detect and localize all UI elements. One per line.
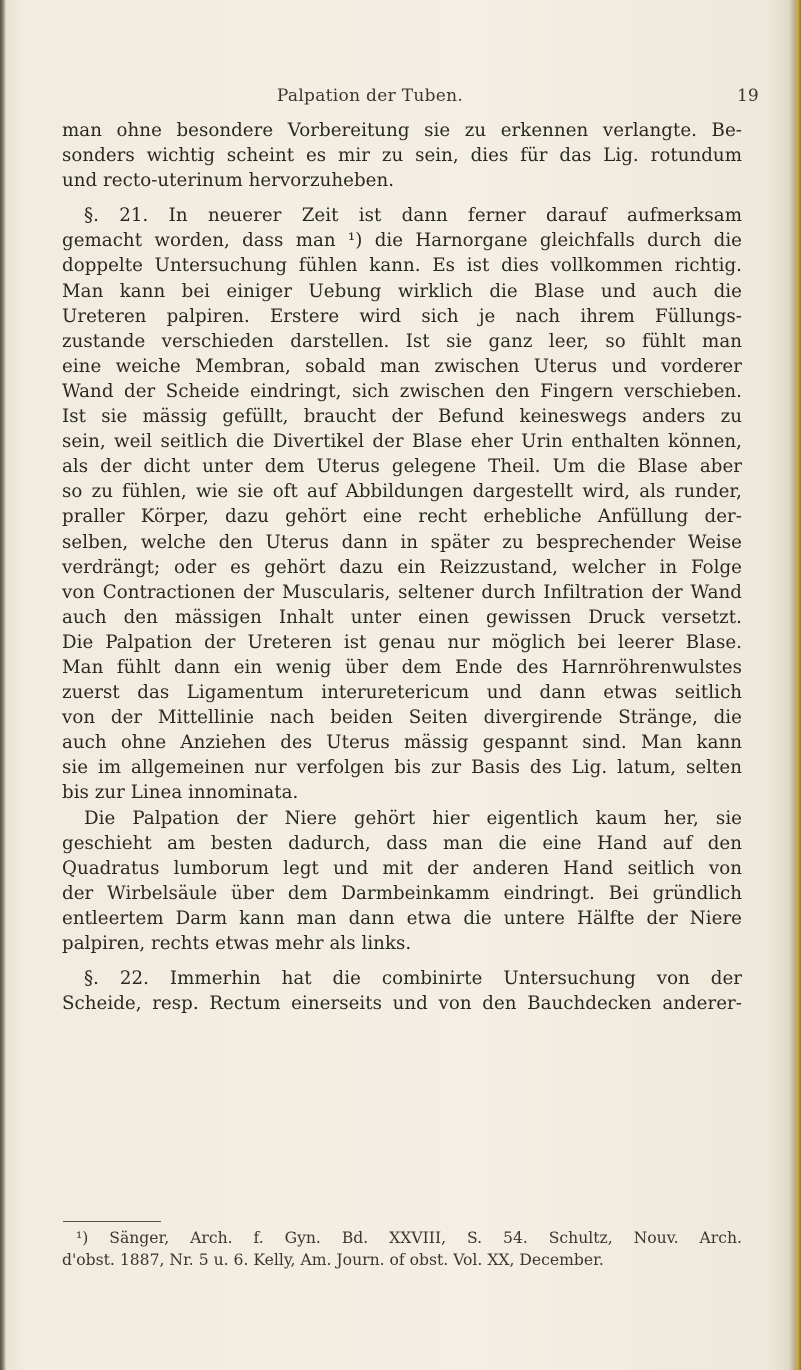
footnote-line: d'obst. 1887, Nr. 5 u. 6. Kelly, Am. Journ. of obst. Vol. XX, December. — [62, 1251, 604, 1269]
footnote-rule — [63, 1221, 161, 1222]
text-line: verdrängt; oder es gehört dazu ein Reizzustand, welcher in Folge — [62, 556, 742, 578]
text-line: Quadratus lumborum legt und mit der anderen Hand seitlich von — [62, 857, 742, 879]
text-line: Man kann bei einiger Uebung wirklich die Blase und auch die — [62, 280, 742, 302]
text-line: sonders wichtig scheint es mir zu sein, dies für das Lig. rotundum — [62, 145, 742, 167]
text-line: palpiren, rechts etwas mehr als links. — [62, 933, 412, 954]
text-line: Wand der Scheide eindringt, sich zwischen den Fingern verschieben. — [62, 380, 742, 402]
page-number: 19 — [737, 86, 759, 106]
text-line: praller Körper, dazu gehört eine recht erhebliche Anfüllung der- — [62, 506, 742, 528]
footnotes — [62, 1227, 742, 1271]
text-line: sie im allgemeinen nur verfolgen bis zur Basis des Lig. latum, selten — [62, 757, 742, 779]
body-text — [62, 118, 742, 1016]
text-line: sein, weil seitlich die Divertikel der Blase eher Urin enthalten können, — [62, 431, 742, 453]
text-line: gemacht worden, dass man ¹) die Harnorgane gleichfalls durch die — [62, 230, 742, 252]
text-line: als der dicht unter dem Uterus gelegene Theil. Um die Blase aber — [62, 456, 742, 478]
text-line: Die Palpation der Ureteren ist genau nur möglich bei leerer Blase. — [62, 631, 742, 653]
text-line: Scheide, resp. Rectum einerseits und von den Bauchdecken anderer- — [62, 993, 742, 1015]
text-line: und recto-uterinum hervorzuheben. — [62, 170, 395, 192]
text-line: Ist sie mässig gefüllt, braucht der Befund keineswegs anders zu — [62, 406, 742, 428]
page-left-edge — [0, 0, 6, 1370]
text-line: bis zur Linea innominata. — [62, 782, 299, 804]
text-line: auch den mässigen Inhalt unter einen gewissen Druck versetzt. — [62, 606, 742, 628]
footnote-line: ¹) Sänger, Arch. f. Gyn. Bd. XXVIII, S. 54. Schultz, Nouv. Arch. — [76, 1229, 742, 1247]
section-heading-line: §. 21. In neuerer Zeit ist dann ferner darauf aufmerksam — [84, 205, 742, 227]
text-line: von Contractionen der Muscularis, seltener durch Infiltration der Wand — [62, 581, 742, 603]
text-line: von der Mittellinie nach beiden Seiten divergirende Stränge, die — [62, 707, 742, 729]
page-right-edge — [789, 0, 801, 1370]
text-line: zustande verschieden darstellen. Ist sie ganz leer, so fühlt man — [62, 330, 742, 352]
text-line: eine weiche Membran, sobald man zwischen Uterus und vorderer — [62, 355, 742, 377]
text-line: Ureteren palpiren. Erstere wird sich je nach ihrem Füllungs- — [62, 305, 742, 327]
section-heading-line: §. 22. Immerhin hat die combinirte Untersuchung von der — [84, 968, 742, 990]
text-line: man ohne besondere Vorbereitung sie zu erkennen verlangte. Be- — [62, 120, 742, 141]
text-line: so zu fühlen, wie sie oft auf Abbildungen dargestellt wird, als runder, — [62, 481, 742, 503]
page-header — [0, 86, 801, 110]
text-line: geschieht am besten dadurch, dass man die eine Hand auf den — [62, 832, 742, 854]
running-title: Palpation der Tuben. — [276, 86, 464, 106]
text-line: doppelte Untersuchung fühlen kann. Es ist dies vollkommen richtig. — [62, 255, 742, 277]
text-line: selben, welche den Uterus dann in später zu besprechender Weise — [62, 531, 742, 553]
text-line: der Wirbelsäule über dem Darmbeinkamm eindringt. Bei gründlich — [62, 882, 742, 904]
text-line: entleertem Darm kann man dann etwa die untere Hälfte der Niere — [62, 907, 742, 929]
text-line: Man fühlt dann ein wenig über dem Ende des Harnröhrenwulstes — [62, 656, 742, 678]
text-line: Die Palpation der Niere gehört hier eigentlich kaum her, sie — [84, 807, 742, 829]
text-line: auch ohne Anziehen des Uterus mässig gespannt sind. Man kann — [62, 732, 742, 754]
text-line: zuerst das Ligamentum interuretericum und dann etwas seitlich — [62, 682, 742, 704]
